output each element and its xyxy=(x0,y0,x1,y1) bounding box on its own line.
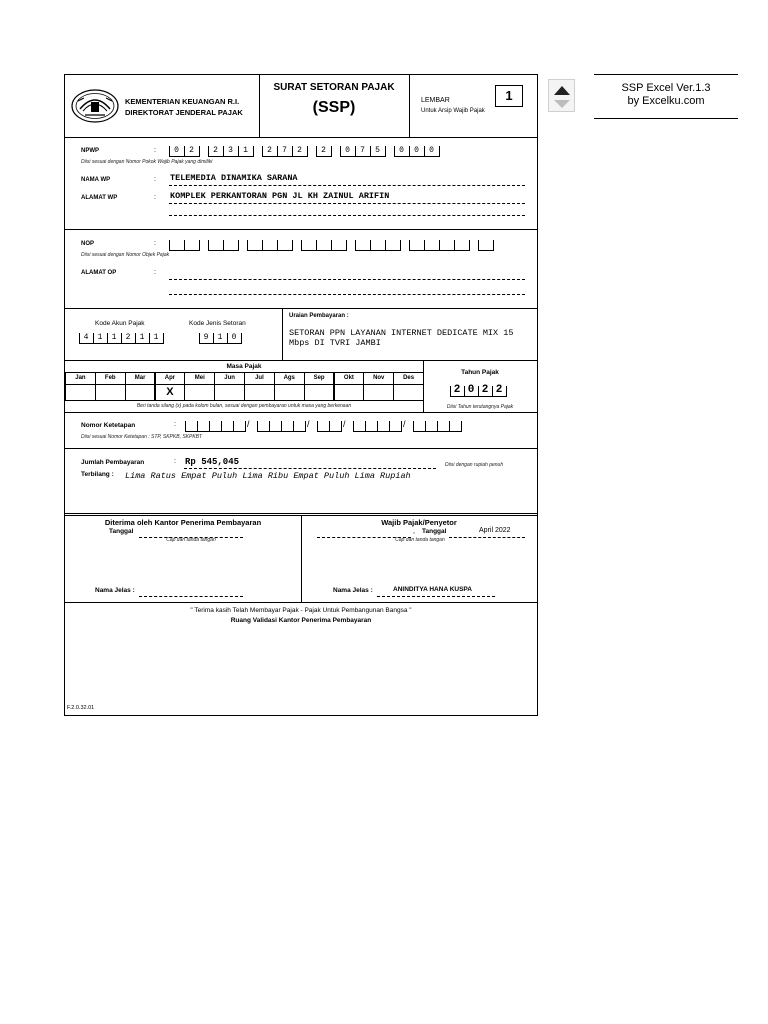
npwp-digit: 2 xyxy=(267,146,272,155)
npwp-tick xyxy=(331,146,332,157)
nop-baseline xyxy=(355,250,400,251)
npwp-baseline xyxy=(208,156,253,157)
month-mark-cell[interactable]: X xyxy=(155,384,186,401)
nama-wp-value: TELEMEDIA DINAMIKA SARANA xyxy=(170,173,298,183)
ketetapan-baseline xyxy=(353,431,401,432)
ketetapan-separator: / xyxy=(247,419,250,429)
nop-tick xyxy=(469,240,470,251)
month-mark-cell[interactable] xyxy=(214,384,245,401)
alamat-wp-value: KOMPLEK PERKANTORAN PGN JL KH ZAINUL ARIFIN xyxy=(170,191,390,201)
ssp-form xyxy=(64,74,538,716)
arrow-up-icon xyxy=(549,82,576,98)
jumlah-note: Diisi dengan rupiah penuh xyxy=(445,462,504,468)
npwp-tick xyxy=(439,146,440,157)
kode-jenis-digit: 0 xyxy=(231,333,237,342)
kode-jenis-label: Kode Jenis Setoran xyxy=(189,320,246,327)
npwp-digit: 3 xyxy=(228,146,233,155)
kode-akun-label: Kode Akun Pajak xyxy=(95,320,145,327)
nop-baseline xyxy=(247,250,292,251)
ketetapan-tick xyxy=(245,421,246,432)
month-mark-cell[interactable] xyxy=(274,384,305,401)
npwp-digit: 2 xyxy=(321,146,326,155)
scroll-up-button[interactable] xyxy=(548,79,575,112)
receiver-tanggal: Tanggal xyxy=(109,528,134,535)
receiver-title: Diterima oleh Kantor Penerima Pembayaran xyxy=(104,518,262,527)
npwp-tick xyxy=(385,146,386,157)
ketetapan-separator: / xyxy=(403,419,406,429)
npwp-digit: 1 xyxy=(243,146,248,155)
form-title: SURAT SETORAN PAJAK xyxy=(273,82,395,93)
ketetapan-group xyxy=(413,421,461,432)
nop-group xyxy=(301,240,346,251)
ketetapan-separator: / xyxy=(307,419,310,429)
nop-label: NOP xyxy=(81,241,95,247)
nop-tick xyxy=(346,240,347,251)
ministry-emblem-icon xyxy=(70,87,120,125)
jumlah-pembayaran-label: Jumlah Pembayaran xyxy=(81,459,145,466)
npwp-group xyxy=(169,146,199,157)
month-header: Nov xyxy=(363,372,394,385)
ketetapan-tick xyxy=(461,421,462,432)
nop-baseline xyxy=(169,250,199,251)
month-header: Mei xyxy=(184,372,215,385)
payer-date: April 2022 xyxy=(479,527,511,534)
month-mark-cell[interactable] xyxy=(304,384,335,401)
receiver-stamp-note: Cap dan tanda tangan xyxy=(166,537,216,543)
terbilang-value: Lima Ratus Empat Puluh Lima Ribu Empat Puluh Lima Rupiah xyxy=(125,471,411,481)
lembar-number: 1 xyxy=(495,85,523,107)
nop-group xyxy=(247,240,292,251)
nop-group xyxy=(208,240,238,251)
terbilang-label: Terbilang : xyxy=(81,471,114,478)
payer-comma: , xyxy=(413,528,415,535)
nop-group xyxy=(478,240,493,251)
nop-group xyxy=(355,240,400,251)
ketetapan-tick xyxy=(305,421,306,432)
npwp-group xyxy=(394,146,439,157)
nop-baseline xyxy=(409,250,469,251)
alamat-wp-label: ALAMAT WP xyxy=(81,195,118,201)
npwp-tick xyxy=(199,146,200,157)
tahun-pajak-label: Tahun Pajak xyxy=(461,369,499,376)
tahun-tick xyxy=(506,386,507,397)
tahun-note: Diisi Tahun terutangnya Pajak xyxy=(446,404,514,410)
month-header: Des xyxy=(393,372,424,385)
tahun-digit: 0 xyxy=(467,384,475,396)
tahun-digit: 2 xyxy=(453,384,461,396)
payer-nama-label: Nama Jelas : xyxy=(333,587,373,594)
npwp-digit: 7 xyxy=(360,146,365,155)
nop-colon: : xyxy=(154,240,156,247)
nop-tick xyxy=(493,240,494,251)
kode-jenis-group xyxy=(199,333,241,344)
ketetapan-group xyxy=(185,421,245,432)
month-header: Ags xyxy=(274,372,305,385)
uraian-value: SETORAN PPN LAYANAN INTERNET DEDICATE MIX 15 Mbps DI TVRI JAMBI xyxy=(289,328,514,348)
npwp-group xyxy=(316,146,331,157)
nop-tick xyxy=(238,240,239,251)
kode-jenis-digit: 9 xyxy=(203,333,209,342)
alamat-wp-colon: : xyxy=(154,194,156,201)
npwp-baseline xyxy=(340,156,385,157)
npwp-digit: 7 xyxy=(282,146,287,155)
nama-wp-label: NAMA WP xyxy=(81,177,111,183)
month-header: Apr xyxy=(155,372,186,385)
month-mark-cell[interactable] xyxy=(363,384,394,401)
alamat-op-colon: : xyxy=(154,269,156,276)
form-code: F.2.0.32.01 xyxy=(67,705,95,711)
nop-tick xyxy=(400,240,401,251)
payer-nama-value: ANINDITYA HANA KUSPA xyxy=(393,586,472,593)
payer-tanggal: Tanggal xyxy=(422,528,447,535)
npwp-digit: 0 xyxy=(174,146,179,155)
ketetapan-tick xyxy=(401,421,402,432)
npwp-baseline xyxy=(262,156,307,157)
kode-akun-digit: 1 xyxy=(153,333,159,342)
month-header: Feb xyxy=(95,372,126,385)
uraian-label: Uraian Pembayaran : xyxy=(289,313,349,319)
npwp-group xyxy=(208,146,253,157)
kode-akun-baseline xyxy=(79,343,163,344)
version-line2: by Excelku.com xyxy=(627,95,705,107)
nop-tick xyxy=(199,240,200,251)
jumlah-colon: : xyxy=(174,458,176,465)
kode-akun-digit: 4 xyxy=(83,333,89,342)
nop-tick xyxy=(292,240,293,251)
thanks-message: " Terima kasih Telah Membayar Pajak - Pajak Untuk Pembangunan Bangsa " xyxy=(190,607,412,614)
npwp-tick xyxy=(307,146,308,157)
npwp-baseline xyxy=(169,156,199,157)
npwp-label: NPWP xyxy=(81,148,99,154)
nop-group xyxy=(169,240,199,251)
npwp-tick xyxy=(253,146,254,157)
tahun-group xyxy=(450,386,506,397)
ministry-name: KEMENTERIAN KEUANGAN R.I. xyxy=(125,97,240,106)
receiver-nama-label: Nama Jelas : xyxy=(95,587,135,594)
kode-jenis-digit: 1 xyxy=(217,333,223,342)
kode-akun-digit: 1 xyxy=(97,333,103,342)
masa-pajak-label: Masa Pajak xyxy=(226,363,262,370)
npwp-baseline xyxy=(316,156,331,157)
npwp-digit: 0 xyxy=(345,146,350,155)
ketetapan-baseline xyxy=(257,431,305,432)
month-header: Jul xyxy=(244,372,275,385)
kode-jenis-tick xyxy=(241,333,242,344)
jumlah-pembayaran-value: Rp 545,045 xyxy=(185,457,240,467)
payer-stamp-note: Cap dan tanda tangan xyxy=(395,537,445,543)
form-abbreviation: (SSP) xyxy=(312,99,356,116)
masa-note: Beri tanda silang (x) pada kolom bulan, sesuai dengan pembayaran untuk masa yang berkenaan xyxy=(136,403,352,409)
month-mark-cell[interactable] xyxy=(393,384,424,401)
npwp-baseline xyxy=(394,156,439,157)
month-mark-cell[interactable] xyxy=(184,384,215,401)
lembar-note: Untuk Arsip Wajib Pajak xyxy=(421,108,485,114)
ketetapan-baseline xyxy=(185,431,245,432)
npwp-digit: 0 xyxy=(399,146,404,155)
npwp-group xyxy=(262,146,307,157)
kode-akun-group xyxy=(79,333,163,344)
ketetapan-tick xyxy=(341,421,342,432)
month-header: Mar xyxy=(125,372,156,385)
npwp-digit: 2 xyxy=(213,146,218,155)
nop-group xyxy=(409,240,469,251)
ketetapan-separator: / xyxy=(343,419,346,429)
kode-akun-tick xyxy=(163,333,164,344)
kode-akun-digit: 1 xyxy=(139,333,145,342)
nop-baseline xyxy=(478,250,493,251)
ketetapan-baseline xyxy=(413,431,461,432)
arrow-down-icon xyxy=(549,97,576,111)
month-header: Jun xyxy=(214,372,245,385)
npwp-digit: 0 xyxy=(414,146,419,155)
lembar-label: LEMBAR xyxy=(421,97,450,104)
month-mark-cell[interactable] xyxy=(244,384,275,401)
tahun-digit: 2 xyxy=(481,384,489,396)
npwp-group xyxy=(340,146,385,157)
npwp-digit: 5 xyxy=(375,146,380,155)
version-top-rule xyxy=(594,74,738,75)
kode-akun-digit: 2 xyxy=(125,333,131,342)
npwp-note: Diisi sesuai dengan Nomor Pokok Wajib Pajak yang dimiliki xyxy=(81,159,213,165)
npwp-digit: 0 xyxy=(429,146,434,155)
validation-area-label: Ruang Validasi Kantor Penerima Pembayaran xyxy=(230,617,372,624)
directorate-name: DIREKTORAT JENDERAL PAJAK xyxy=(125,108,243,117)
version-bottom-rule xyxy=(594,118,738,119)
ketetapan-group xyxy=(353,421,401,432)
nama-wp-colon: : xyxy=(154,176,156,183)
payer-title: Wajib Pajak/Penyetor xyxy=(381,518,457,527)
month-header: Sep xyxy=(304,372,335,385)
month-mark-cell[interactable] xyxy=(65,384,96,401)
kode-akun-digit: 1 xyxy=(111,333,117,342)
version-line1: SSP Excel Ver.1.3 xyxy=(621,82,711,94)
npwp-colon: : xyxy=(154,147,156,154)
nomor-ketetapan-label: Nomor Ketetapan xyxy=(81,422,136,429)
npwp-digit: 2 xyxy=(189,146,194,155)
ketetapan-baseline xyxy=(317,431,341,432)
ketetapan-group xyxy=(257,421,305,432)
month-header: Okt xyxy=(334,372,365,385)
month-mark-cell[interactable] xyxy=(334,384,365,401)
nop-note: Diisi sesuai dengan Nomor Objek Pajak xyxy=(81,252,170,258)
npwp-digit: 2 xyxy=(297,146,302,155)
tahun-digit: 2 xyxy=(495,384,503,396)
month-mark-cell[interactable] xyxy=(95,384,126,401)
nop-baseline xyxy=(301,250,346,251)
ketetapan-group xyxy=(317,421,341,432)
nop-baseline xyxy=(208,250,238,251)
ketetapan-colon: : xyxy=(174,421,176,428)
month-header: Jan xyxy=(65,372,96,385)
alamat-op-label: ALAMAT OP xyxy=(81,270,117,276)
month-mark-cell[interactable] xyxy=(125,384,156,401)
ketetapan-note: Diisi sesuai Nomor Ketetapan : STP, SKPKB, SKPKBT xyxy=(81,434,203,440)
kode-jenis-baseline xyxy=(199,343,241,344)
